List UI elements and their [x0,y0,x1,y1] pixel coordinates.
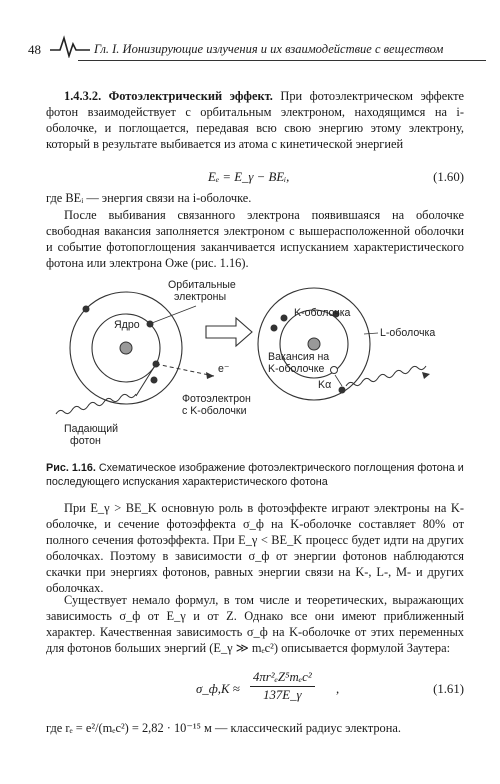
paragraph-4-text: Существует немало формул, в том числе и теоретических, выражающих зависимость σ_ф от E_γ и от Z. Однако все они имеют приближенный характер. Качественная зависимость σ_ф на K-оболочке от этих переменных для фотонов больших энергий (E_γ ≫ mₑc²) описывается формулой Заутера: [46,593,464,655]
equation-1-61-lhs: σ_ф,K ≈ [196,682,240,696]
label-vacancy-2: K-оболочке [268,363,325,375]
paragraph-where-1 [46,190,464,206]
equation-1-61-number: (1.61) [433,682,464,696]
equation-1-61-numerator: 4πr²ₑZ⁵mₑc² [250,670,315,687]
section-heading: 1.4.3.2. Фотоэлектрический эффект. [64,89,273,103]
figure-1-16 [46,276,464,456]
header-rule [78,60,486,61]
equation-1-60-number: (1.60) [433,170,464,184]
process-arrow-icon [206,318,252,346]
right-vacancy [331,367,338,374]
page-number: 48 [28,42,41,57]
label-incident-2: фотон [70,435,101,447]
paragraph-2-text: После выбивания связанного электрона появившаяся на оболочке свободная вакансия заполняется электроном с вышерасположенной оболочки и событие фотопоглощения заканчивается испусканием характеристического фотона или электрона Оже (рис. 1.16). [46,208,464,270]
equation-1-61 [46,670,464,710]
label-incident: Падающий [64,423,119,435]
paragraph-3-text: При E_γ > BE_K основную роль в фотоэффекте играют электроны на K-оболочке, и сечение фотоэффекта σ_ф на K-оболочке составляет 80% от полного сечения фотоэффекта. При E_γ < BE_K процесс будет идти на других оболочках. Поэтому в зависимости σ_ф от энергии фотонов наблюдаются скачки при энергиях фотонов, равных энергии связи на K-, L-, M- и других оболочках. [46,501,464,595]
left-electron-4 [151,377,158,384]
left-electron-2 [147,321,154,328]
paragraph-4 [46,592,464,656]
equation-1-61-denominator: 137E_γ [263,688,302,702]
label-orbital: Орбитальные [168,279,236,291]
paragraph-3 [46,500,464,596]
label-vacancy: Вакансия на [268,351,330,363]
photoelectron-path [156,364,214,376]
caption-text: Схематическое изображение фотоэлектрического поглощения фотона и последующего испускания характеристического фотона [46,462,464,488]
label-kalpha: Kα [318,379,332,391]
label-nucleus: Ядро [114,319,140,331]
left-electron-1 [83,306,90,313]
label-photoelectron: Фотоэлектрон [182,393,251,405]
right-nucleus [308,338,320,350]
right-electron-4 [339,387,346,394]
equation-1-61-fraction [250,670,315,703]
section-intro [46,88,464,152]
figure-caption [46,461,464,489]
paragraph-2 [46,207,464,271]
running-header [14,34,486,58]
right-electron-2 [271,325,278,332]
label-photoelectron-2: с K-оболочки [182,405,247,417]
label-kshell: K-оболочка [294,307,351,319]
caption-label: Рис. 1.16. [46,462,96,474]
pulse-logo-icon [50,34,90,58]
label-lshell: L-оболочка [380,327,436,339]
right-electron-1 [281,315,288,322]
paragraph-1: При фотоэлектрическом эффекте фотон взаимодействует с орбитальным электроном, находящимся на i-оболочке, и поглощается, передавая всю свою энергию этому электрону, который в результате выбивается из атома с кинетической энергией [46,89,464,151]
label-electron: e⁻ [218,363,230,375]
where-text-2: где rₑ = e²/(mₑc²) = 2,82 · 10⁻¹⁵ м — классический радиус электрона. [46,721,401,735]
running-title: Гл. I. Ионизирующие излучения и их взаимодействие с веществом [94,42,444,56]
equation-1-60-body: Eₑ = E_γ − BEᵢ, [208,170,290,184]
left-nucleus [120,342,132,354]
equation-1-60 [46,170,464,190]
characteristic-photon-wave [346,366,426,386]
where-text-1: где BEᵢ — энергия связи на i-оболочке. [46,191,252,205]
label-orbital-2: электроны [174,291,227,303]
paragraph-where-2 [46,720,464,736]
equation-1-61-tail: , [336,682,340,696]
